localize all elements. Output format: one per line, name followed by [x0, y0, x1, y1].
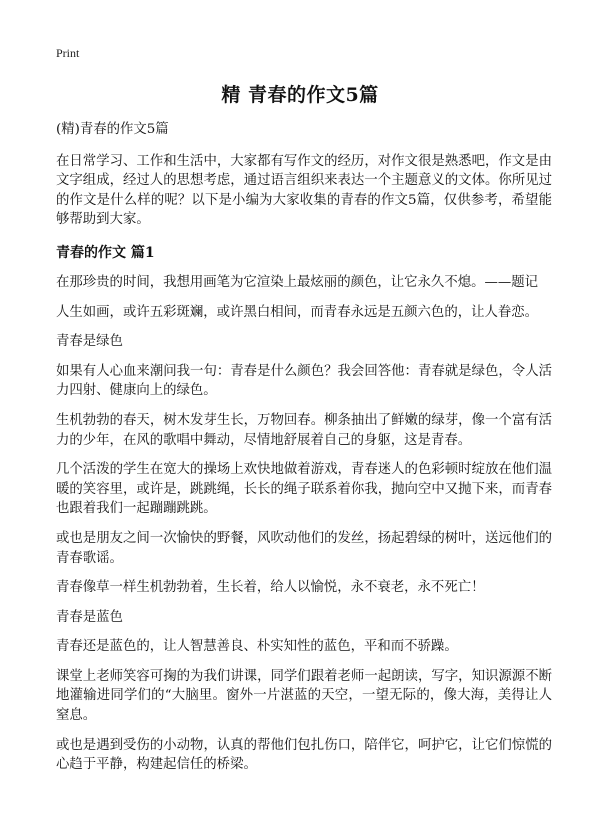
- paragraph-spring: 生机勃勃的春天，树木发芽生长，万物回春。柳条抽出了鲜嫩的绿芽，像一个富有活力的少年，在风的歌唱中舞动，尽情地舒展着自己的身躯，这是青春。: [56, 412, 552, 448]
- article-subtitle: (精)青春的作文5篇: [56, 122, 169, 137]
- section-heading: 青春的作文 篇1: [56, 244, 155, 261]
- subheading-green: 青春是绿色: [56, 334, 123, 350]
- paragraph-blue-wisdom: 青春还是蓝色的，让人智慧善良、朴实知性的蓝色，平和而不骄躁。: [56, 639, 458, 655]
- paragraph-green-answer: 如果有人心血来潮问我一句：青春是什么颜色？我会回答他：青春就是绿色，令人活力四射、健康向上的绿色。: [56, 363, 552, 399]
- paragraph-playground: 几个活泼的学生在宽大的操场上欢快地做着游戏，青春迷人的色彩顿时绽放在他们温暖的笑容里，或许是，跳跳绳，长长的绳子联系着你我，抛向空中又抛下来，而青春也跟着我们一起蹦蹦跳跳。: [56, 462, 552, 517]
- paragraph-epigraph: 在那珍贵的时间，我想用画笔为它渲染上最炫丽的颜色，让它永久不熄。——题记: [56, 274, 539, 290]
- article-body: [56, 120, 552, 785]
- paragraph-grass: 青春像草一样生机勃勃着，生长着，给人以愉悦，永不衰老，永不死亡！: [56, 580, 485, 596]
- subheading-blue: 青春是蓝色: [56, 609, 123, 625]
- paragraph-life-painting: 人生如画，或许五彩斑斓，或许黑白相间，而青春永远是五颜六色的，让人眷恋。: [56, 304, 539, 320]
- paragraph-picnic: 或也是朋友之间一次愉快的野餐，风吹动他们的发丝，扬起碧绿的树叶，送远他们的青春歌谣。: [56, 530, 552, 566]
- paragraph-classroom: 课堂上老师笑容可掬的为我们讲课，同学们跟着老师一起朗读，写字，知识源源不断地灌输进同学们的“大脑里。窗外一片湛蓝的天空，一望无际的，像大海，美得让人窒息。: [56, 668, 552, 724]
- print-link[interactable]: Print: [56, 46, 80, 60]
- intro-paragraph: 在日常学习、工作和生活中，大家都有写作文的经历，对作文很是熟悉吧，作文是由文字组成，经过人的思想考虑，通过语言组织来表达一个主题意义的文体。你所见过的作文是什么样的呢？以下是小编为大家收集的青春的作文5篇，仅供参考，希望能够帮助到大家。: [56, 153, 552, 228]
- paragraph-animal: 或也是遇到受伤的小动物，认真的帮他们包扎伤口，陪伴它，呵护它，让它们惊慌的心趋于平静，构建起信任的桥梁。: [56, 737, 552, 773]
- page-title: 精 青春的作文5篇: [221, 84, 379, 106]
